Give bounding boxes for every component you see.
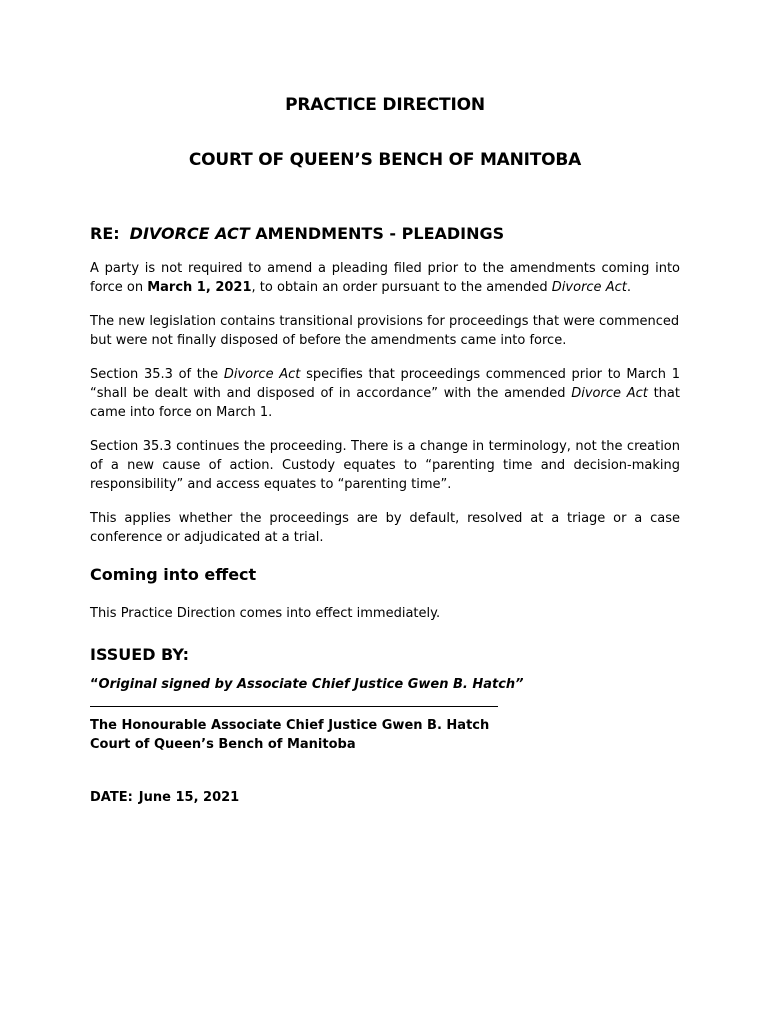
court-name-heading: COURT OF QUEEN’S BENCH OF MANITOBA — [188, 150, 582, 170]
paragraph-text: , to obtain an order pursuant to the amended — [251, 280, 552, 295]
paragraph-terminology: Section 35.3 continues the proceeding. There is a change in terminology, not the creation of a new cause of action. Custody equates to “parenting time and decision-making responsibility” and access equates to “parenting time”. — [90, 439, 680, 492]
subject-prefix: RE: — [90, 224, 120, 243]
act-name-italic: Divorce Act — [571, 386, 648, 401]
signature-rule — [90, 706, 498, 707]
document-title: PRACTICE DIRECTION — [285, 95, 485, 115]
paragraph-text: that came into force on March 1. — [90, 386, 680, 420]
paragraph-text: . — [626, 280, 631, 295]
effect-text: This Practice Direction comes into effect immediately. — [90, 606, 441, 621]
signature-text: Original signed by Associate Chief Justice Gwen B. Hatch” — [98, 677, 524, 692]
act-name-italic: Divorce Act — [223, 367, 301, 382]
effect-heading: Coming into effect — [90, 565, 257, 584]
paragraph-text: specifies that proceedings commenced prior to March 1 “shall be dealt with and disposed of in accordance” with the amended — [90, 367, 680, 401]
signatory-court: Court of Queen’s Bench of Manitoba — [90, 737, 356, 752]
open-quote: “ — [90, 677, 99, 692]
issued-by-heading: ISSUED BY: — [90, 645, 189, 664]
signature-line — [90, 677, 524, 692]
date-label: DATE: — [90, 790, 133, 805]
paragraph-section-35-3 — [90, 365, 680, 422]
subject-act: DIVORCE ACT — [129, 224, 250, 243]
paragraph-applies: This applies whether the proceedings are by default, resolved at a triage or a case conference or adjudicated at a trial. — [90, 511, 680, 545]
paragraph-text: Section 35.3 of the — [90, 367, 224, 382]
subject-rest: AMENDMENTS - PLEADINGS — [249, 224, 505, 243]
subject-line — [90, 224, 504, 243]
date-value: June 15, 2021 — [138, 790, 240, 805]
act-name-italic: Divorce Act — [551, 280, 627, 295]
paragraph-transitional: The new legislation contains transitional provisions for proceedings that were commenced but were not finally disposed of before the amendments came into force. — [90, 314, 680, 348]
paragraph-amend-pleading — [90, 259, 680, 297]
issue-date — [90, 790, 239, 805]
paragraph-text: A party is not required to amend a pleading filed prior to the amendments coming into force on — [90, 261, 680, 295]
signatory-name: The Honourable Associate Chief Justice Gwen B. Hatch — [90, 718, 490, 733]
effective-date-bold: March 1, 2021 — [147, 280, 252, 295]
